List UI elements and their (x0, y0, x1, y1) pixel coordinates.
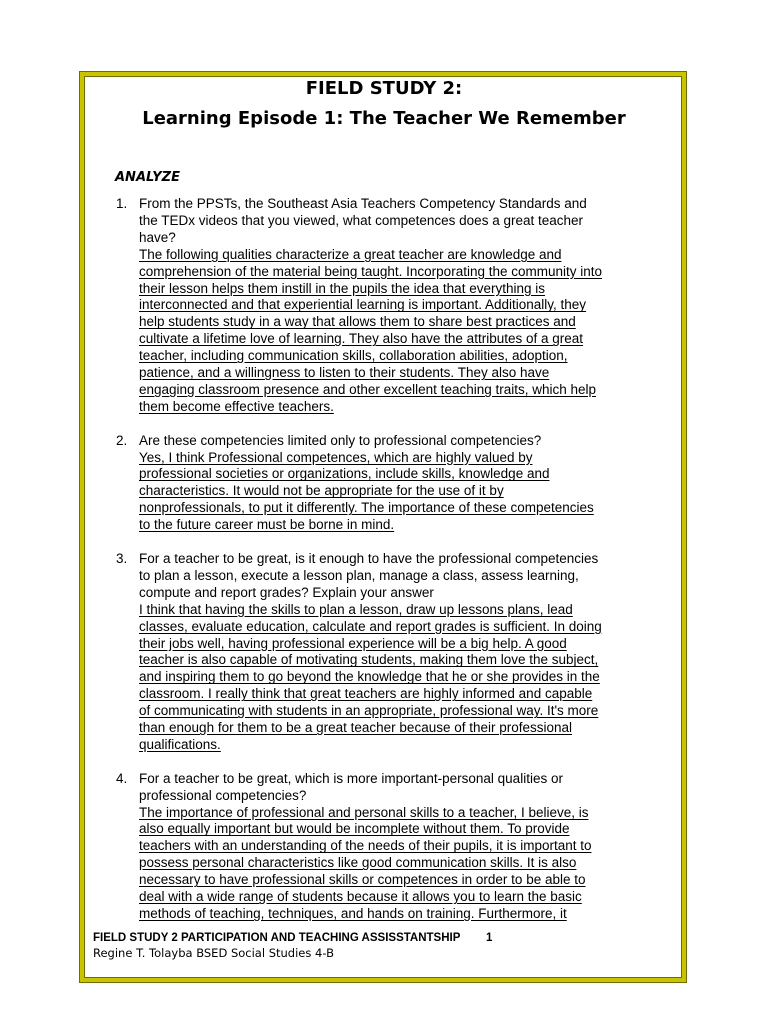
answer-text: I think that having the skills to plan a lesson, draw up lessons plans, lead classes, evaluate education, calculate and report grades is sufficient. In doing their jobs well, having professional experience will be a big help. A good teacher is also capable of motivating students, making them love the subject, and inspiring them to go beyond the knowledge that he or she provides in the classroom. I really think that great teachers are highly informed and capable of communicating with students in an appropriate, professional way. It's more than enough for them to be a great teacher because of their professional qualifications. (139, 601, 602, 752)
document-title: FIELD STUDY 2: (305, 78, 463, 99)
answer-text: The importance of professional and personal skills to a teacher, I believe, is also equally important but would be incomplete without them. To provide teachers with an understanding of the needs of their pupils, it is important to possess personal characteristics like good communication skills. It is also necessary to have professional skills or competences in order to be able to deal with a wide range of students because it allows you to learn the basic methods of teaching, techniques, and hands on training. Furthermore, it (139, 804, 592, 922)
question-number: 2. (116, 432, 128, 448)
question-number: 4. (116, 770, 128, 786)
footer-page-number: 1 (486, 932, 493, 944)
answer-text: The following qualities characterize a great teacher are knowledge and comprehension of the material being taught. Incorporating the community into their lesson helps them instill in the pupils the idea that everything is interconnected and that experiential learning is important. Additionally, they help students study in a way that allows them to share best practices and cultivate a lifetime love of learning. They also have the attributes of a great teacher, including communication skills, collaboration abilities, adoption, patience, and a willingness to listen to their students. They also have engaging classroom presence and other excellent teaching traits, which help them become effective teachers. (139, 246, 603, 414)
footer-author: Regine T. Tolayba BSED Social Studies 4-B (93, 946, 334, 960)
question-text: Are these competencies limited only to professional competencies? (139, 432, 542, 448)
question-item-3 (116, 551, 679, 754)
question-text: For a teacher to be great, is it enough to have the professional competencies to plan a lesson, execute a lesson plan, manage a class, assess learning, compute and report grades? Explain your answer (139, 551, 599, 600)
section-heading-analyze: ANALYZE (115, 170, 180, 185)
question-item-4 (116, 770, 679, 923)
question-number: 1. (116, 196, 128, 211)
answer-text: Yes, I think Professional competences, which are highly valued by professional societies or organizations, include skills, knowledge and characteristics. It would not be appropriate for the use of it by nonprofessionals, to put it differently. The importance of these competencies to the future career must be borne in mind. (139, 449, 594, 533)
question-item-1 (116, 196, 679, 416)
question-item-2 (116, 432, 679, 534)
footer-course-title: FIELD STUDY 2 PARTICIPATION AND TEACHING ASSISSTANTSHIP (93, 932, 461, 944)
document-subtitle: Learning Episode 1: The Teacher We Remember (142, 108, 626, 129)
question-list (116, 196, 679, 940)
question-text: For a teacher to be great, which is more important-personal qualities or professional competencies? (139, 770, 563, 803)
question-text: From the PPSTs, the Southeast Asia Teachers Competency Standards and the TEDx videos that you viewed, what competences does a great teacher have? (139, 196, 587, 245)
question-number: 3. (116, 551, 128, 566)
